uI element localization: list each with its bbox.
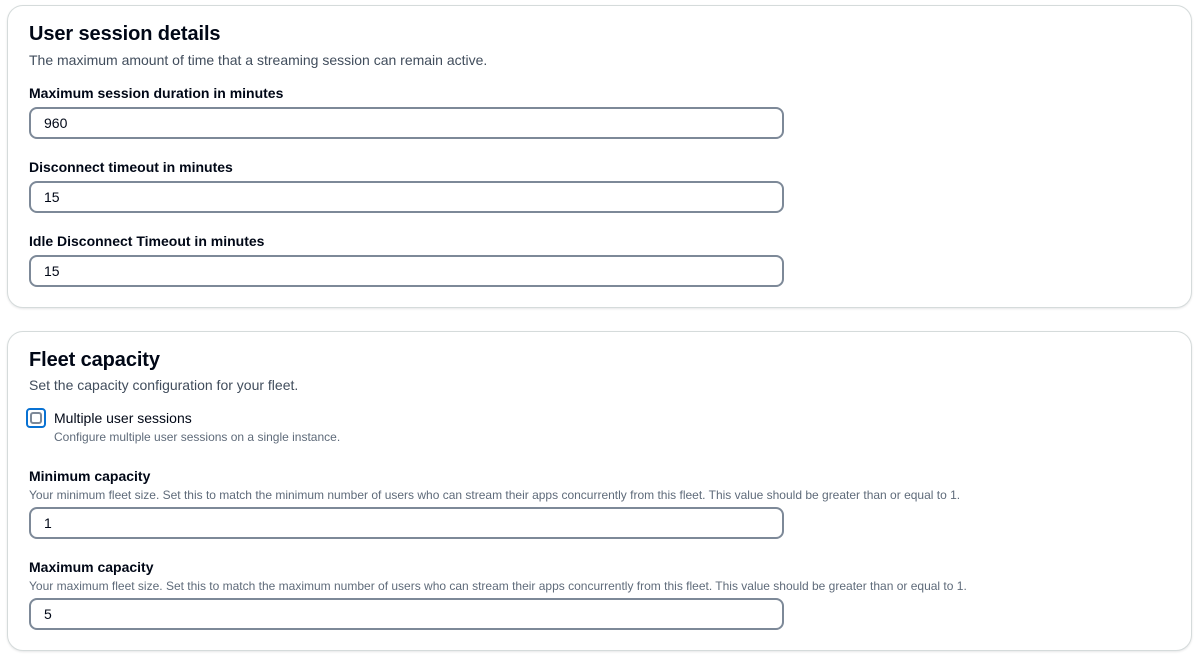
maximum-capacity-description: Your maximum fleet size. Set this to match the maximum number of users who can stream their apps concurrently from this fleet. This value should be greater than or equal to 1.: [29, 579, 967, 593]
section-description: The maximum amount of time that a streaming session can remain active.: [29, 52, 488, 68]
maximum-capacity-label: Maximum capacity: [29, 559, 154, 575]
idle-disconnect-timeout-input[interactable]: [29, 255, 784, 287]
minimum-capacity-input[interactable]: [29, 507, 784, 539]
minimum-capacity-description: Your minimum fleet size. Set this to match the minimum number of users who can stream their apps concurrently from this fleet. This value should be greater than or equal to 1.: [29, 488, 961, 502]
multiple-user-sessions-label[interactable]: Multiple user sessions: [54, 410, 192, 426]
section-description: Set the capacity configuration for your fleet.: [29, 377, 299, 393]
multiple-user-sessions-description: Configure multiple user sessions on a single instance.: [54, 430, 341, 444]
checkbox-box-icon: [30, 412, 42, 424]
max-session-duration-label: Maximum session duration in minutes: [29, 85, 284, 101]
minimum-capacity-label: Minimum capacity: [29, 468, 151, 484]
max-session-duration-input[interactable]: [29, 107, 784, 139]
section-title: User session details: [29, 23, 221, 45]
disconnect-timeout-label: Disconnect timeout in minutes: [29, 159, 233, 175]
disconnect-timeout-input[interactable]: [29, 181, 784, 213]
user-session-details-panel: [7, 5, 1192, 308]
fleet-capacity-panel: [7, 331, 1192, 651]
maximum-capacity-input[interactable]: [29, 598, 784, 630]
idle-disconnect-timeout-label: Idle Disconnect Timeout in minutes: [29, 233, 265, 249]
section-title: Fleet capacity: [29, 349, 160, 371]
multiple-user-sessions-checkbox[interactable]: [26, 408, 46, 428]
